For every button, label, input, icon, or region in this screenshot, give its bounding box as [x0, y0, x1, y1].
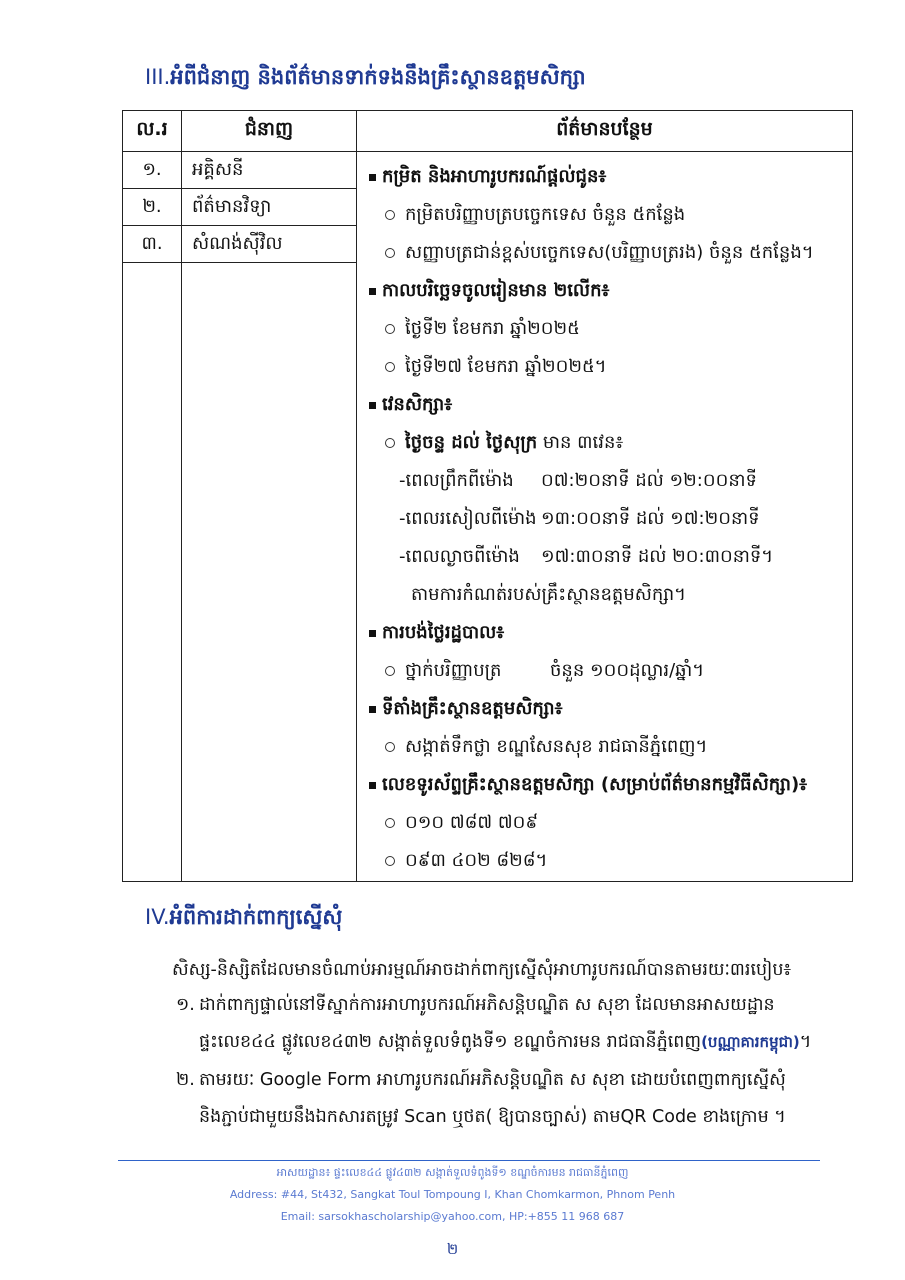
square-bullet-icon [369, 782, 376, 789]
sub-item [369, 424, 844, 462]
section-4-number: IV. [145, 905, 170, 929]
row-skill: សំណង់ស៊ីវិល [182, 226, 357, 263]
square-bullet-icon [369, 288, 376, 295]
sub-item [369, 234, 844, 272]
row-skill: អគ្គិសនី [182, 152, 357, 189]
shift-label: -ពេលល្ងាចពីម៉ោង [399, 546, 520, 567]
phone-number: ០១០ ៧៨៧ ៧០៩ [405, 812, 539, 833]
circle-bullet-icon [385, 856, 395, 866]
bullet-phone [369, 766, 844, 804]
sub-text: ថ្ងៃទី២ ខែមករា ឆ្នាំ២០២៥ [405, 318, 580, 339]
sub-text-bold: ថ្ងៃចន្ទ ដល់ ថ្ងៃសុក្រ [405, 432, 538, 453]
shift-afternoon [369, 500, 844, 538]
sub-text: កម្រិតបរិញ្ញាបត្របច្ចេកទេស ចំនួន ៥កន្លែង [405, 204, 686, 225]
circle-bullet-icon [385, 324, 395, 334]
circle-bullet-icon [385, 248, 395, 258]
shift-label: -ពេលព្រឹកពីម៉ោង [399, 470, 514, 491]
footer-contact: Email: sarsokhascholarship@yahoo.com, HP:+855 11 968 687 [280, 1210, 625, 1223]
row-skill: ព័ត៌មានវិទ្យា [182, 189, 357, 226]
bullet-text: លេខទូរស័ព្ទគ្រឹះស្ថានឧត្តមសិក្សា (សម្រាប់ព័ត៌មានកម្មវិធីសិក្សា)៖ [382, 774, 808, 795]
section-4-text: អំពីការដាក់ពាក្យស្នើសុំ [169, 905, 343, 929]
bullet-text: កាលបរិច្ឆេទចូលរៀនមាន ២លើក៖ [382, 280, 610, 301]
shift-note: តាមការកំណត់របស់គ្រឹះស្ថានឧត្តមសិក្សា។ [411, 584, 687, 605]
item-1-number: ១. [176, 995, 195, 1015]
sub-text: ថ្ងៃទី២៧ ខែមករា ឆ្នាំ២០២៥។ [405, 356, 607, 377]
shift-label: -ពេលរសៀលពីម៉ោង [399, 508, 537, 529]
sub-item [369, 728, 844, 766]
footer-address-km: អាសយដ្ឋាន៖ ផ្ទះលេខ៤៤ ផ្លូវ៤៣២ សង្កាត់ទួលទំពូងទី១ ខណ្ឌចំការមន រាជធានីភ្នំពេញ [276, 1166, 629, 1179]
fee-label: ថ្នាក់បរិញ្ញាបត្រ [405, 660, 502, 681]
square-bullet-icon [369, 706, 376, 713]
circle-bullet-icon [385, 362, 395, 372]
shift-time: ១៧:៣០នាទី ដល់ ២០:៣០នាទី។ [541, 546, 774, 567]
skills-table [122, 110, 853, 882]
shift-morning [369, 462, 844, 500]
shift-time: ១៣:០០នាទី ដល់ ១៧:២០នាទី [541, 508, 760, 529]
circle-bullet-icon [385, 666, 395, 676]
page-number: ២ [446, 1240, 459, 1258]
item-1-line-2 [199, 1030, 811, 1056]
header-no: ល.រ [123, 111, 182, 152]
bullet-text: វេនសិក្សា៖ [382, 394, 453, 415]
section-3-title [145, 64, 586, 95]
circle-bullet-icon [385, 742, 395, 752]
empty-cell [182, 263, 357, 882]
sub-text: សង្កាត់ទឹកថ្លា ខណ្ឌសែនសុខ រាជធានីភ្នំពេញ។ [405, 736, 708, 757]
circle-bullet-icon [385, 210, 395, 220]
shift-evening [369, 538, 844, 576]
sub-item [369, 842, 844, 880]
bullet-shifts [369, 386, 844, 424]
bullet-enrollment [369, 272, 844, 310]
section-4-title [145, 904, 342, 935]
empty-cell [123, 263, 182, 882]
item-1-line-1: ដាក់ពាក្យផ្ទាល់នៅទីស្នាក់ការអាហារូបករណ៍អភិសន្តិបណ្ឌិត ស សុខា ដែលមានអាសយដ្ឋាន [199, 995, 775, 1015]
row-no: ២. [123, 189, 182, 226]
square-bullet-icon [369, 630, 376, 637]
section-3-text: អំពីជំនាញ និងព័ត៌មានទាក់ទងនឹងគ្រឹះស្ថានឧត្តមសិក្សា [170, 65, 586, 89]
square-bullet-icon [369, 402, 376, 409]
footer-divider [118, 1160, 820, 1161]
sub-item [369, 348, 844, 386]
header-details: ព័ត៌មានបន្ថែម [357, 111, 853, 152]
row-no: ១. [123, 152, 182, 189]
sub-text: មាន ៣វេន៖ [542, 432, 624, 453]
item-2-number: ២. [176, 1070, 195, 1090]
row-no: ៣. [123, 226, 182, 263]
application-intro: សិស្ស-និស្សិតដែលមានចំណាប់អារម្មណ៍អាចដាក់ពាក្យស្នើសុំអាហារូបករណ៍បានតាមរយៈ៣របៀប៖ [172, 960, 792, 980]
bullet-fee [369, 614, 844, 652]
bullet-text: ទីតាំងគ្រឹះស្ថានឧត្តមសិក្សា៖ [382, 698, 563, 719]
details-cell [357, 152, 853, 882]
fee-value: ចំនួន ១០០ដុល្លារ/ឆ្នាំ។ [550, 660, 705, 681]
circle-bullet-icon [385, 818, 395, 828]
bullet-location [369, 690, 844, 728]
item-2-line-2: និងភ្ជាប់ជាមួយនឹងឯកសារតម្រូវ Scan ឬថត( ឱ្យបានច្បាស់) តាមQR Code ខាងក្រោម ។ [199, 1107, 786, 1127]
shift-time: ០៧:២០នាទី ដល់ ១២:០០នាទី [541, 470, 757, 491]
item-1-landmark: (បណ្ណាគារកម្ពុជា) [701, 1033, 800, 1051]
bullet-text: ការបង់ថ្លៃរដ្ឋបាល៖ [382, 622, 505, 643]
item-2-line-1: តាមរយៈ Google Form អាហារូបករណ៍អភិសន្តិបណ្ឌិត ស សុខា ដោយបំពេញពាក្យស្នើសុំ [199, 1070, 786, 1090]
circle-bullet-icon [385, 438, 395, 448]
table-header-row [123, 111, 853, 152]
sub-item [369, 804, 844, 842]
footer-address-en: Address: #44, St432, Sangkat Toul Tompoung I, Khan Chomkarmon, Phnom Penh [229, 1188, 676, 1201]
item-1-address: ផ្ទះលេខ៤៤ ផ្លូវលេខ៤៣២ សង្កាត់ទួលទំពូងទី១ ខណ្ឌចំការមន រាជធានីភ្នំពេញ [199, 1032, 702, 1052]
bullet-text: កម្រិត និងអាហារូបករណ៍ផ្ដល់ជូន៖ [382, 166, 607, 187]
sub-text: សញ្ញាបត្រជាន់ខ្ពស់បច្ចេកទេស(បរិញ្ញាបត្ររង) ចំនួន ៥កន្លែង។ [405, 242, 814, 263]
header-skill: ជំនាញ [182, 111, 357, 152]
table-row [123, 152, 853, 189]
square-bullet-icon [369, 174, 376, 181]
sub-item [369, 310, 844, 348]
bullet-levels [369, 158, 844, 196]
section-3-number: III. [145, 65, 171, 89]
sub-item [369, 196, 844, 234]
sub-item [369, 652, 844, 690]
item-1-end: ។ [799, 1032, 812, 1052]
phone-number: ០៩៣ ៤០២ ៨២៨។ [405, 850, 548, 871]
